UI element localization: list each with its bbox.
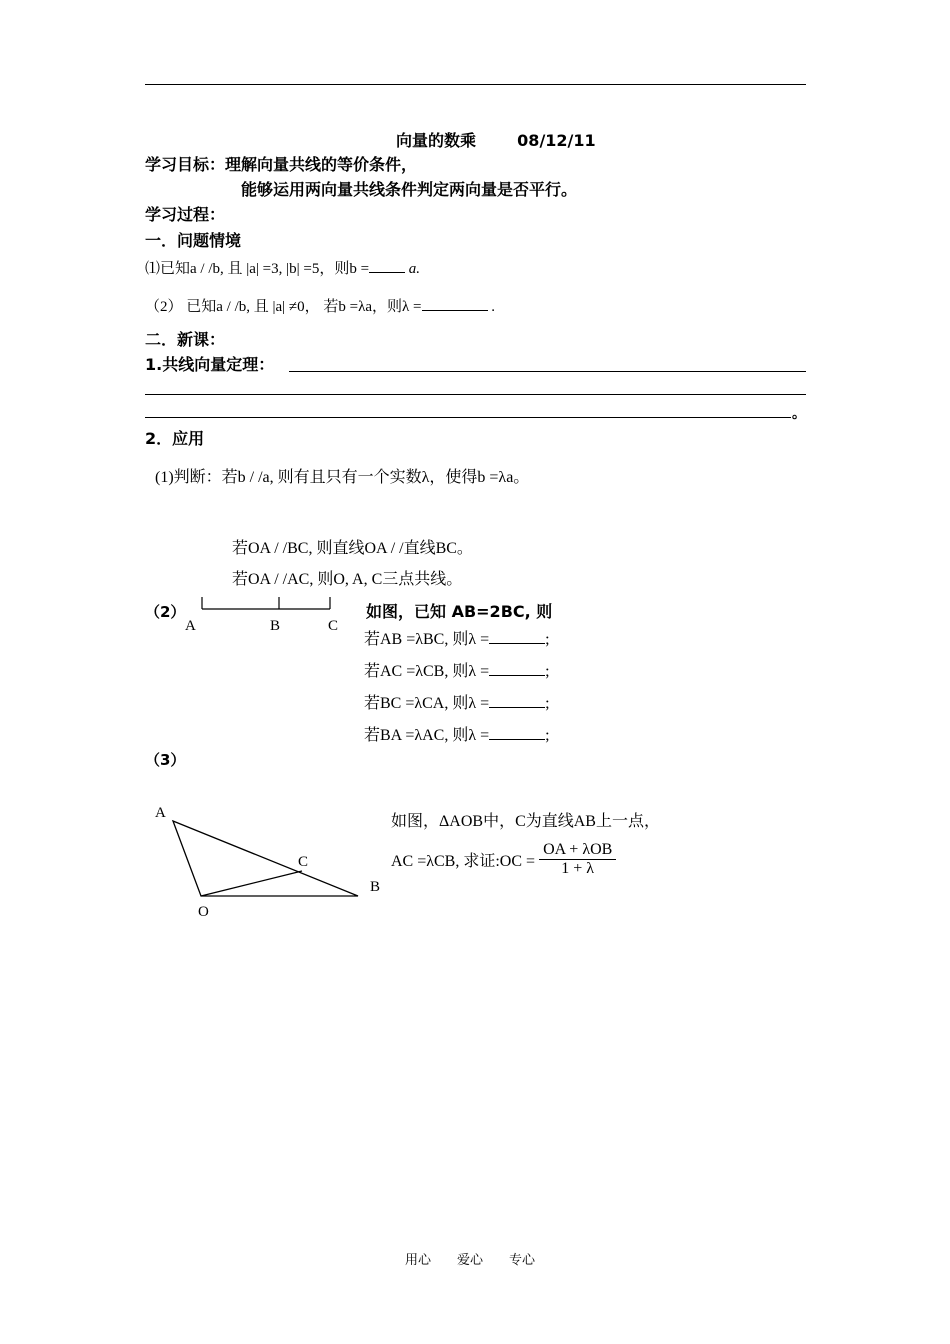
problem3-claim: AC =λCB, 求证:OC = (391, 853, 536, 870)
question-2 (145, 295, 495, 316)
triangle-label-o: O (198, 904, 209, 920)
triangle-diagram (150, 798, 390, 923)
problem2-label: （2） (145, 603, 186, 621)
problem2-line-4-end: ; (545, 727, 550, 744)
title-text: 向量的数乘 (396, 131, 477, 150)
triangle-label-b: B (370, 879, 381, 895)
problem2-line-2-end: ; (545, 663, 550, 680)
problem2-line-1-end: ; (545, 631, 550, 648)
question-1-text: ⑴已知a / /b, 且 |a| =3, |b| =5，则b = (145, 261, 370, 277)
question-1-tail: a. (408, 261, 421, 277)
triangle-label-c: C (298, 854, 309, 870)
triangle-aob (173, 821, 358, 896)
question-2-text: （2） 已知a / /b, 且 |a| ≠0， 若b =λa，则λ = (145, 299, 422, 315)
theorem-blank-1 (289, 371, 806, 372)
question-2-tail: . (491, 299, 496, 315)
theorem-end: 。 (792, 406, 806, 422)
judge-3: 若OA / /AC, 则O, A, C三点共线。 (232, 571, 463, 588)
theorem-blank-2 (145, 394, 806, 395)
segment-label-c: C (328, 618, 339, 634)
goals-text1: 理解向量共线的等价条件， (225, 155, 418, 174)
problem3-text-1: 如图，ΔAOB中，C为直线AB上一点， (391, 813, 660, 830)
problem2-line-4-text: 若BA =λAC, 则λ = (364, 727, 490, 744)
page-title (396, 128, 596, 151)
problem2-line-3 (364, 690, 550, 713)
theorem-label: 1.共线向量定理： (145, 355, 275, 374)
application-heading: 2．应用 (145, 429, 205, 448)
problem2-intro: 如图，已知 AB=2BC, 则 (366, 602, 553, 621)
judge-1: (1)判断：若b / /a, 则有且只有一个实数λ，使得b =λa。 (155, 469, 530, 486)
top-rule (145, 84, 806, 85)
segment-label-b: B (270, 618, 281, 634)
question-1 (145, 257, 420, 278)
problem2-line-4 (364, 722, 550, 745)
section1-heading: 一．问题情境 (145, 231, 242, 250)
problem3-text-2 (391, 841, 616, 878)
fraction-numerator: OA + λOB (539, 841, 616, 860)
problem3-label: （3） (145, 751, 186, 769)
triangle-label-a: A (155, 805, 166, 821)
theorem-blank-3 (145, 417, 791, 418)
title-date: 08/12/11 (517, 131, 596, 150)
goals-line2: 能够运用两向量共线条件判定两向量是否平行。 (241, 180, 578, 199)
problem3-fraction (539, 841, 616, 878)
segment-label-a: A (185, 618, 196, 634)
goals-label: 学习目标： (145, 155, 226, 174)
footer: 用心 爱心 专心 (405, 1253, 536, 1268)
problem2-line-1 (364, 626, 550, 649)
problem2-line-2-text: 若AC =λCB, 则λ = (364, 663, 490, 680)
goals-line1 (145, 152, 417, 175)
segment-oc (201, 871, 302, 896)
problem2-line-3-end: ; (545, 695, 550, 712)
problem2-line-2 (364, 658, 550, 681)
section2-heading: 二．新课： (145, 330, 226, 349)
problem2-line-1-text: 若AB =λBC, 则λ = (364, 631, 490, 648)
judge-2: 若OA / /BC, 则直线OA / /直线BC。 (232, 540, 473, 557)
problem2-line-3-text: 若BC =λCA, 则λ = (364, 695, 490, 712)
process-label: 学习过程： (145, 205, 226, 224)
segment-diagram (185, 595, 345, 640)
fraction-denominator: 1 + λ (561, 860, 595, 877)
